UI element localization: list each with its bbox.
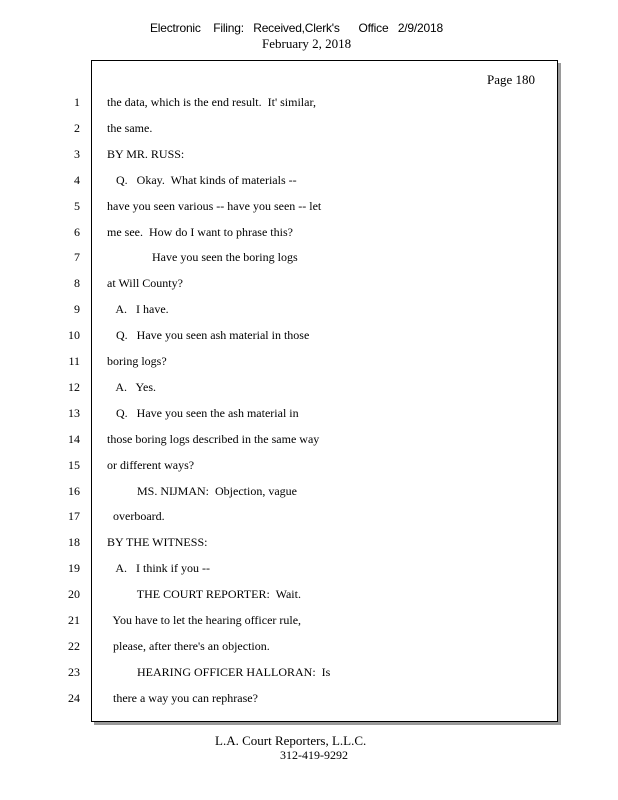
line-text: A. Yes. xyxy=(107,380,157,394)
line-text: A. I have. xyxy=(107,302,169,316)
line-text: those boring logs described in the same way xyxy=(107,432,320,446)
line-text: Q. Okay. What kinds of materials -- xyxy=(107,173,297,187)
line-number: 20 xyxy=(68,587,80,601)
line-text: MS. NIJMAN: Objection, vague xyxy=(107,484,297,498)
line-number: 17 xyxy=(68,509,80,523)
line-text: me see. How do I want to phrase this? xyxy=(107,225,293,239)
line-text: there a way you can rephrase? xyxy=(107,691,258,705)
line-number: 6 xyxy=(74,225,80,239)
line-number: 24 xyxy=(68,691,80,705)
line-number: 16 xyxy=(68,484,80,498)
line-text: or different ways? xyxy=(107,458,195,472)
line-text: please, after there's an objection. xyxy=(107,639,270,653)
line-number: 19 xyxy=(68,561,80,575)
line-number: 1 xyxy=(74,95,80,109)
line-text: THE COURT REPORTER: Wait. xyxy=(107,587,301,601)
line-text: HEARING OFFICER HALLORAN: Is xyxy=(107,665,331,679)
line-number: 10 xyxy=(68,328,80,342)
line-text: at Will County? xyxy=(107,276,183,290)
filed-date: February 2, 2018 xyxy=(262,36,352,51)
page-number: Page 180 xyxy=(487,72,536,87)
line-text: A. I think if you -- xyxy=(107,561,210,575)
line-number: 12 xyxy=(68,380,80,394)
line-number: 22 xyxy=(68,639,80,653)
line-text: Q. Have you seen ash material in those xyxy=(107,328,310,342)
line-number: 21 xyxy=(68,613,80,627)
filing-stamp: Electronic Filing: Received,Clerk's Office 2/9/2018 xyxy=(150,21,443,35)
line-number: 13 xyxy=(68,406,80,420)
line-text: You have to let the hearing officer rule, xyxy=(107,613,302,627)
line-text: BY THE WITNESS: xyxy=(107,535,208,549)
line-number: 15 xyxy=(68,458,80,472)
line-text: boring logs? xyxy=(107,354,167,368)
line-text: have you seen various -- have you seen -- let xyxy=(107,199,322,213)
line-number: 7 xyxy=(74,250,80,264)
line-number: 14 xyxy=(68,432,80,446)
line-number: 23 xyxy=(68,665,80,679)
line-text: Have you seen the boring logs xyxy=(107,250,298,264)
line-number: 4 xyxy=(74,173,80,187)
line-number: 5 xyxy=(74,199,80,213)
court-reporter-phone: 312-419-9292 xyxy=(280,748,348,762)
line-number: 18 xyxy=(68,535,80,549)
line-text: overboard. xyxy=(107,509,165,523)
line-number: 8 xyxy=(74,276,80,290)
line-text: BY MR. RUSS: xyxy=(107,147,185,161)
line-number: 9 xyxy=(74,302,80,316)
line-text: the data, which is the end result. It' similar, xyxy=(107,95,316,109)
line-number: 11 xyxy=(68,354,80,368)
line-text: the same. xyxy=(107,121,153,135)
line-number: 3 xyxy=(74,147,80,161)
court-reporter-name: L.A. Court Reporters, L.L.C. xyxy=(215,733,367,748)
line-text: Q. Have you seen the ash material in xyxy=(107,406,299,420)
line-number: 2 xyxy=(74,121,80,135)
